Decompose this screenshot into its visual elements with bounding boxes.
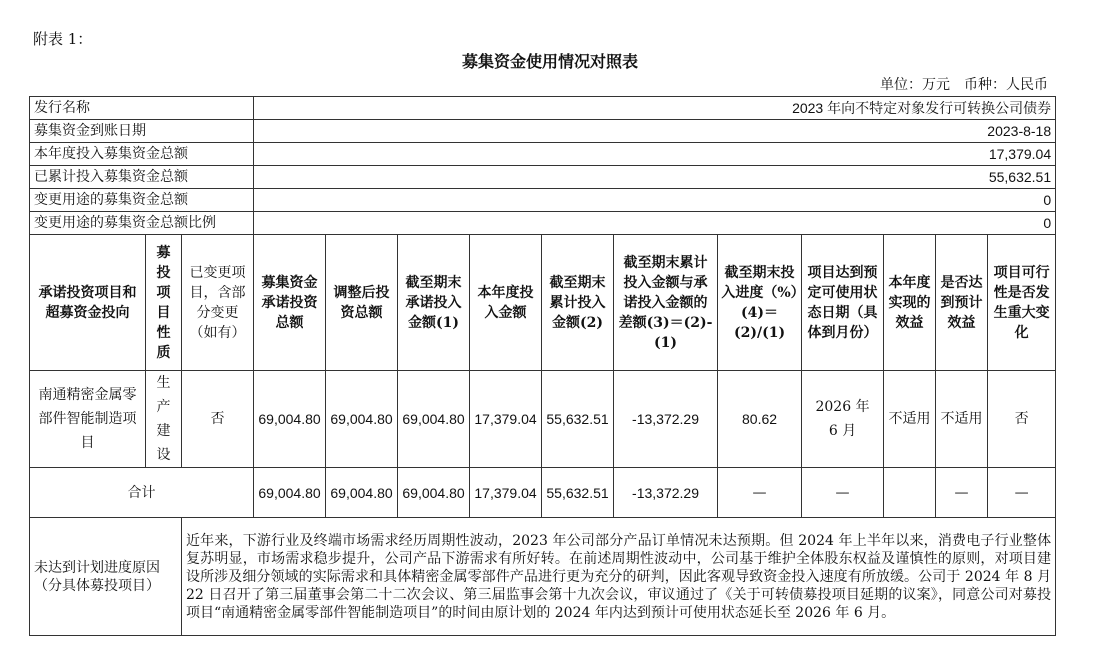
header-cell: 项目达到预定可使用状态日期（具体到月份） [802,235,884,371]
total-benefit-reached: — [936,468,988,518]
total-cumulative-input: 55,632.51 [542,468,614,518]
meta-value: 55,632.51 [254,166,1056,189]
reason-label: 未达到计划进度原因（分具体募投项目） [30,518,182,636]
header-cell: 截至期末承诺投入金额(1) [398,235,470,371]
meta-label: 募集资金到账日期 [30,120,254,143]
total-feasibility-change: — [988,468,1056,518]
cumulative-input: 55,632.51 [542,371,614,468]
meta-row [30,212,1056,235]
meta-label: 已累计投入募集资金总额 [30,166,254,189]
committed-total: 69,004.80 [254,371,326,468]
year-benefit: 不适用 [884,371,936,468]
reason-row [30,518,1056,636]
header-cell: 本年度实现的效益 [884,235,936,371]
header-cell: 募集资金承诺投资总额 [254,235,326,371]
project-nature: 生产建设 [146,371,182,468]
total-adjusted-total: 69,004.80 [326,468,398,518]
meta-row [30,97,1056,120]
header-cell: 截至期末累计投入金额与承诺投入金额的差额(3)＝(2)-(1) [614,235,718,371]
meta-value: 2023 年向不特定对象发行可转换公司债券 [254,97,1056,120]
header-cell: 募投项目性质 [146,235,182,371]
meta-label: 发行名称 [30,97,254,120]
total-row [30,468,1056,518]
total-year-benefit [884,468,936,518]
meta-label: 本年度投入募集资金总额 [30,143,254,166]
header-row [30,235,1056,371]
appendix-caption: 附表 1： [33,30,93,48]
header-cell: 截至期末投入进度（%）(4)＝(2)/(1) [718,235,802,371]
meta-label: 变更用途的募集资金总额比例 [30,212,254,235]
difference: -13,372.29 [614,371,718,468]
unit-note: 单位：万元 币种：人民币 [880,77,1048,93]
header-cell: 调整后投资总额 [326,235,398,371]
meta-row [30,143,1056,166]
meta-value: 0 [254,212,1056,235]
project-name: 南通精密金属零部件智能制造项目 [30,371,146,468]
total-difference: -13,372.29 [614,468,718,518]
total-committed-total: 69,004.80 [254,468,326,518]
total-ready-date: — [802,468,884,518]
committed-to-date: 69,004.80 [398,371,470,468]
feasibility-change: 否 [988,371,1056,468]
project-changed: 否 [182,371,254,468]
reason-text: 近年来，下游行业及终端市场需求经历周期性波动，2023 年公司部分产品订单情况未达预期。但 2024 年上半年以来，消费电子行业整体复苏明显，市场需求稳步提升，公司产品下游需求有所好转。在前述周期性波动中，公司基于维护全体股东权益及谨慎性的原则，对项目建设所涉及细分领域的实际需求和具体精密金属零部件产品进行更为充分的研判，因此客观导致资金投入速度有所放缓。公司于 2024 年 8 月 22 日召开了第三届董事会第二十二次会议、第三届监事会第十九次会议，审议通过了《关于可转债募投项目延期的议案》，同意公司对募投项目“南通精密金属零部件智能制造项目”的时间由原计划的 2024 年内达到预计可使用状态延长至 2026 年 6 月。 [182,518,1056,636]
header-cell: 已变更项目，含部分变更（如有） [182,235,254,371]
meta-row [30,120,1056,143]
table-row [30,371,1056,468]
meta-value: 2023-8-18 [254,120,1056,143]
header-cell: 截至期末累计投入金额(2) [542,235,614,371]
header-cell: 本年度投入金额 [470,235,542,371]
year-input: 17,379.04 [470,371,542,468]
total-progress: — [718,468,802,518]
total-committed-to-date: 69,004.80 [398,468,470,518]
ready-date: 2026 年 6 月 [802,371,884,468]
table-title: 募集资金使用情况对照表 [461,52,638,71]
adjusted-total: 69,004.80 [326,371,398,468]
header-cell: 承诺投资项目和超募资金投向 [30,235,146,371]
total-year-input: 17,379.04 [470,468,542,518]
header-cell: 项目可行性是否发生重大变化 [988,235,1056,371]
fund-usage-table [29,96,1056,636]
header-cell: 是否达到预计效益 [936,235,988,371]
progress: 80.62 [718,371,802,468]
benefit-reached: 不适用 [936,371,988,468]
meta-row [30,189,1056,212]
meta-value: 0 [254,189,1056,212]
meta-row [30,166,1056,189]
total-label: 合计 [30,468,254,518]
meta-label: 变更用途的募集资金总额 [30,189,254,212]
meta-value: 17,379.04 [254,143,1056,166]
